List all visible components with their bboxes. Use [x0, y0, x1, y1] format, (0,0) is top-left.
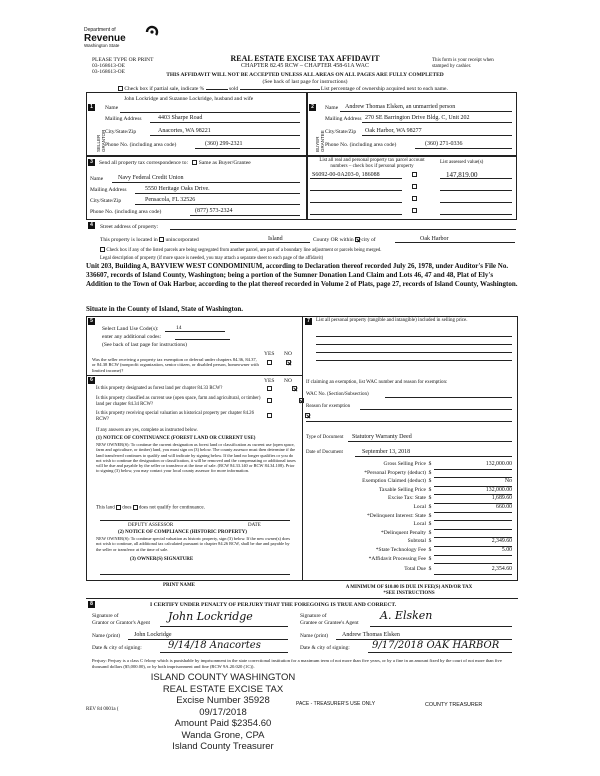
treasurer-stamp — [118, 672, 328, 753]
form-code-2: 03-168613-OE — [92, 69, 125, 75]
stamp-line: ISLAND COUNTY WASHINGTON — [150, 672, 296, 683]
agency-line1: Department of — [84, 27, 116, 33]
buyer-phone: (360) 271-0336 — [425, 141, 463, 147]
date-left-label: Date & city of signing: — [92, 645, 142, 651]
continuance-title: (1) NOTICE OF CONTINUANCE (FOREST LAND OR CURRENT USE) — [96, 436, 256, 441]
name-left: John Lockridge — [134, 632, 172, 638]
seller-address-label: Mailing Address — [105, 116, 142, 122]
historic-yes-checkbox[interactable] — [267, 413, 272, 418]
section-6-badge: 6 — [88, 377, 95, 384]
exemption-question: Was the seller receiving a property tax exemption or deferral under chapters 84.36, 84.37, or 84.38 RCW (nonprofit organization, senior citizen, or disabled person, homeowner with limited income)? — [92, 357, 259, 373]
county-treasurer-label: COUNTY TREASURER — [425, 702, 483, 708]
personal-property-label: List all personal property (tangible and intangible) included in selling price. — [316, 318, 468, 323]
tax-row: *Personal Property (deduct) $ — [306, 470, 512, 479]
county-name: Island — [268, 236, 283, 242]
buyer-city: Oak Harbor, WA 98277 — [365, 128, 422, 134]
form-code-1: 03-168613-OE — [92, 63, 125, 69]
tax-row: Excise Tax: State $ 1,689.60 — [306, 495, 512, 504]
forest-yes-checkbox[interactable] — [267, 386, 272, 391]
correspondence-row — [99, 160, 251, 166]
dor-logo — [84, 28, 154, 48]
perjury-text: Perjury: Perjury is a class C felony which is punishable by imprisonment in the state correctional institution for a maximum term of not more than five years, or by a fine in an amount fixed by the court of not more than five thousand dollars ($5,000.00), or by both imprisonment and fine (RCW 9A.20.020 (1C)). — [92, 658, 502, 669]
legal-description: Unit 203, Building A, BAYVIEW WEST CONDOMINIUM, according to Declaration thereof recorded July 26, 1978, under Auditor's File No. 336607, records of Island County, Washington; being a portion of the Sumner Donation Land Claim and Lots 46, 47 and 48, Plat of Ely's Addition to the Town of Oak Harbor, according to the plat thereof recorded in Volume 2 of Plats, page 27, records of Island County, Washington. — [86, 262, 518, 288]
doc-date: September 13, 2018 — [362, 449, 411, 455]
date-right-label: Date & city of signing: — [300, 645, 350, 651]
historic-question: Is this property receiving special valuation as historical property per chapter 84.26 RCW? — [96, 411, 254, 422]
receipt-note: This form is your receipt when stamped by cashier. — [432, 58, 494, 69]
name-right: Andrew Thomas Elsken — [342, 632, 400, 638]
forest-question: Is this property designated as forest land per chapter 84.33 RCW? — [96, 386, 223, 391]
section-8-badge: 8 — [88, 601, 95, 608]
grantor-signature: John Lockridge — [168, 610, 253, 623]
corr-phone: (877) 573-2324 — [195, 208, 233, 214]
section-1-badge: 1 — [88, 104, 95, 111]
tax-row: Taxable Selling Price $ 132,000.00 — [306, 487, 512, 496]
stamp-line: Amount Paid $2354.60 — [174, 718, 272, 729]
stamp-line: Excise Number 35928 — [176, 695, 270, 706]
unincorporated-checkbox[interactable] — [159, 237, 164, 242]
buyer-phone-label: Phone No. (including area code) — [325, 142, 397, 148]
doc-type-label: Type of Document — [306, 435, 344, 440]
current-use-question: Is this property classified as current use (open space, farm and agricultural, or timber) land per chapter 84.34 RCW? — [96, 396, 261, 407]
city-of-checkbox[interactable] — [355, 237, 360, 242]
seller-city-label: City/State/Zip — [105, 129, 137, 135]
s5-yes-label: YES — [264, 351, 275, 357]
parcels-header: List all real and personal property tax parcel account numbers – check box if personal property — [319, 158, 425, 169]
corr-city: Pensacola, FL 32526 — [145, 197, 196, 203]
sig-right-label1: Signature of — [300, 613, 327, 619]
assessor-date-label: DATE — [248, 523, 261, 528]
buyer-address-label: Mailing Address — [325, 116, 362, 122]
historic-no-checkbox[interactable] — [305, 413, 310, 418]
buyer-city-label: City/State/Zip — [325, 129, 357, 135]
name-left-label: Name (print) — [92, 633, 120, 639]
warning-text: THIS AFFIDAVIT WILL NOT BE ACCEPTED UNLESS ALL AREAS ON ALL PAGES ARE FULLY COMPLETED — [166, 72, 444, 78]
continuance-text: NEW OWNER(S): To continue the current designation as forest land or classification as current use (open space, farm and agriculture, or timber) land, you must sign on (3) below. The county assessor must then determine if the land transferred continues to qualify and will indicate by signing below. If the land no longer qualifies or you do not wish to continue the designation or classification, it will be removed and the compensating or additional taxes will be due and payable by the seller or transferor at the time of sale. (RCW 84.33.140 or RCW 84.34.108). Prior to signing (3) below, you may contact your local county assessor for more information. — [96, 442, 296, 474]
land-use-see-back: (See back of last page for instructions) — [102, 342, 187, 348]
assessed-header: List assessed value(s) — [440, 160, 484, 165]
land-use-code: 14 — [176, 325, 182, 331]
reason-label: Reason for exemption — [306, 404, 351, 409]
parcel-value: 147,819.00 — [446, 171, 478, 179]
wa-swoosh-icon — [144, 24, 160, 40]
buyer-side-label: BUYER GRANTEE — [315, 130, 326, 152]
list-pct-label: List percentage of ownership acquired next to each name. — [320, 86, 448, 92]
seller-name-label: Name — [105, 105, 119, 111]
see-back-text: (See back of last page for instructions) — [262, 79, 348, 85]
seller-name: John Lockridge and Suzanne Lockridge, husband and wife — [124, 96, 254, 102]
tax-row: Exemption Claimed (deduct) $ No — [306, 478, 512, 487]
s6-yes-label: YES — [264, 378, 275, 384]
tax-row: *Delinquent Penalty $ — [306, 530, 512, 539]
sig-right-label2: Grantee or Grantee's Agent — [300, 620, 359, 626]
historic-title: (2) NOTICE OF COMPLIANCE (HISTORIC PROPERTY) — [118, 530, 247, 535]
does-not-checkbox[interactable] — [133, 505, 138, 510]
tax-row: Subtotal $ 2,349.60 — [306, 538, 512, 547]
if-yes-text: If any answers are yes, complete as instructed below. — [96, 428, 198, 433]
tax-row: Local $ — [306, 521, 512, 530]
wac-label: WAC No. (Section/Subsection) — [306, 392, 369, 397]
historic-text: NEW OWNER(S): To continue special valuation as historic property, sign (3) below. If the new owner(s) does not wish to continue, all additional tax calculated pursuant to chapter 84.26 RCW, shall be due and payable by the seller or transferor at the time of sale. — [96, 536, 291, 552]
section-3-badge: 3 — [88, 159, 95, 166]
partial-sale-checkbox[interactable] — [118, 86, 123, 91]
buyer-name-label: Name — [325, 105, 339, 111]
same-as-buyer-checkbox[interactable] — [192, 160, 197, 165]
name-right-label: Name (print) — [300, 633, 328, 639]
tax-row: *Affidavit Processing Fee $ — [306, 556, 512, 565]
seller-phone-label: Phone No. (including area code) — [105, 142, 177, 148]
does-not-label: does not qualify for continuance. — [138, 505, 205, 511]
stamp-line: REAL ESTATE EXCISE TAX — [162, 683, 284, 695]
current-use-yes-checkbox[interactable] — [267, 398, 272, 403]
minimum-fee-text: A MINIMUM OF $10.00 IS DUE IN FEE(S) AND/OR TAX — [345, 585, 473, 590]
county-within-row — [313, 237, 376, 243]
does-label: does — [122, 505, 132, 511]
section-2-badge: 2 — [309, 104, 316, 111]
segregated-label: Check box if any of the listed parcels are being segregated from another parcel, are part of a boundary line adjustment or parcels being merged. — [106, 248, 382, 253]
this-land-row — [96, 505, 205, 511]
buyer-address: 270 SE Barrington Drive Bldg. C, Unit 202 — [365, 115, 470, 121]
print-name-label: PRINT NAME — [163, 583, 195, 588]
land-use-label: Select Land Use Code(s): — [102, 326, 159, 332]
form-title: REAL ESTATE EXCISE TAX AFFIDAVIT — [230, 54, 380, 63]
correspondence-label: Send all property tax correspondence to: — [99, 160, 189, 166]
segregated-checkbox[interactable] — [100, 247, 105, 252]
tax-row: *Delinquent Interest: State $ — [306, 513, 512, 522]
seller-side-label: SELLER GRANTOR — [96, 129, 107, 152]
additional-codes-label: enter any additional codes: — [102, 334, 162, 340]
agency-line3: Washington State — [84, 42, 120, 48]
unincorporated-label: unincorporated — [165, 237, 199, 243]
city-name: Oak Harbor — [420, 236, 449, 242]
print-note: PLEASE TYPE OR PRINT — [92, 57, 154, 63]
tax-row: Local $ 660.00 — [306, 504, 512, 513]
rev-code: REV 84 0001a ( — [86, 707, 119, 712]
certify-text: I CERTIFY UNDER PENALTY OF PERJURY THAT THE FOREGOING IS TRUE AND CORRECT. — [150, 602, 397, 608]
s5-no-label: NO — [284, 351, 292, 357]
forest-no-checkbox[interactable] — [292, 386, 297, 391]
see-instructions-text: *SEE INSTRUCTIONS — [383, 591, 435, 596]
located-label: This property is located in — [100, 237, 158, 243]
date-right: 9/17/2018 OAK HARBOR — [372, 640, 500, 651]
date-left: 9/14/18 Anacortes — [168, 640, 261, 651]
agency-line2: Revenue — [84, 32, 126, 44]
s6-no-label: NO — [284, 378, 292, 384]
does-checkbox[interactable] — [116, 505, 121, 510]
tax-table — [306, 461, 512, 575]
this-land-label: This land — [96, 505, 115, 511]
parcel-personal-checkbox-3[interactable] — [412, 196, 417, 201]
owner-signature-label: (3) OWNER(S) SIGNATURE — [130, 557, 194, 562]
situate-text: Situate in the County of Island, State of Washington. — [86, 305, 244, 313]
seller-phone: (360) 299-2321 — [205, 141, 243, 147]
deputy-assessor-label: DEPUTY ASSESSOR — [128, 523, 174, 528]
form-subtitle: CHAPTER 82.45 RCW – CHAPTER 458-61A WAC — [241, 63, 369, 69]
sig-left-label1: Signature of — [92, 613, 119, 619]
legal-label: Legal description of property (if more space is needed, you may attach a separate sheet to each page of the affidavit) — [100, 256, 324, 261]
section-5-badge: 5 — [88, 318, 95, 325]
stamp-line: Wanda Grone, CPA — [181, 729, 265, 741]
doc-date-label: Date of Document — [306, 450, 343, 455]
current-use-no-checkbox[interactable] — [299, 398, 304, 403]
parcel-number: S6092-00-0A203-0, 186088 — [312, 172, 380, 178]
claim-label: If claiming an exemption, list WAC number and reason for exemption: — [306, 380, 448, 385]
parcel-personal-checkbox-1[interactable] — [412, 172, 417, 177]
seller-address: 4403 Sharpe Road — [158, 115, 203, 121]
corr-address: 5550 Heritage Oaks Drive. — [145, 186, 210, 192]
grantee-signature: A. Elsken — [380, 609, 433, 622]
section-7-badge: 7 — [305, 318, 312, 325]
doc-type: Statutory Warranty Deed — [352, 434, 412, 440]
s5-no-checkbox[interactable] — [286, 360, 291, 365]
parcel-personal-checkbox-2[interactable] — [412, 184, 417, 189]
city-of-label: city of — [361, 237, 376, 243]
s5-yes-checkbox[interactable] — [267, 360, 272, 365]
stamp-line: Island County Treasurer — [172, 741, 274, 752]
stamp-line: 09/17/2018 — [199, 706, 247, 718]
tax-row: *State Technology Fee $ 5.00 — [306, 547, 512, 556]
street-label: Street address of property: — [100, 224, 159, 230]
buyer-name: Andrew Thomas Elsken, an unmarried person — [345, 104, 456, 110]
same-as-buyer-label: Same as Buyer/Grantee — [198, 160, 251, 166]
seller-city: Anacortes, WA 98221 — [158, 128, 211, 134]
county-label: County OR within — [313, 237, 354, 243]
tax-row-total: Total Due $ 2,354.60 — [306, 566, 512, 575]
segregated-row — [100, 247, 520, 254]
parcel-personal-checkbox-4[interactable] — [412, 208, 417, 213]
sold-label: sold — [229, 86, 239, 92]
section-4-badge: 4 — [88, 222, 95, 229]
treasurer-use-label: PACE - TREASURER'S USE ONLY — [296, 701, 376, 707]
corr-phone-label: Phone No. (including area code) — [90, 209, 162, 215]
corr-name-label: Name — [90, 176, 104, 182]
corr-address-label: Mailing Address — [90, 187, 127, 193]
corr-city-label: City/State/Zip — [90, 198, 122, 204]
tax-row: Gross Selling Price $ 132,000.00 — [306, 461, 512, 470]
corr-name: Navy Federal Credit Union — [118, 175, 184, 181]
sig-left-label2: Grantor or Grantor's Agent — [92, 620, 151, 626]
partial-sale-label: Check box if partial sale, indicate % — [124, 86, 205, 92]
